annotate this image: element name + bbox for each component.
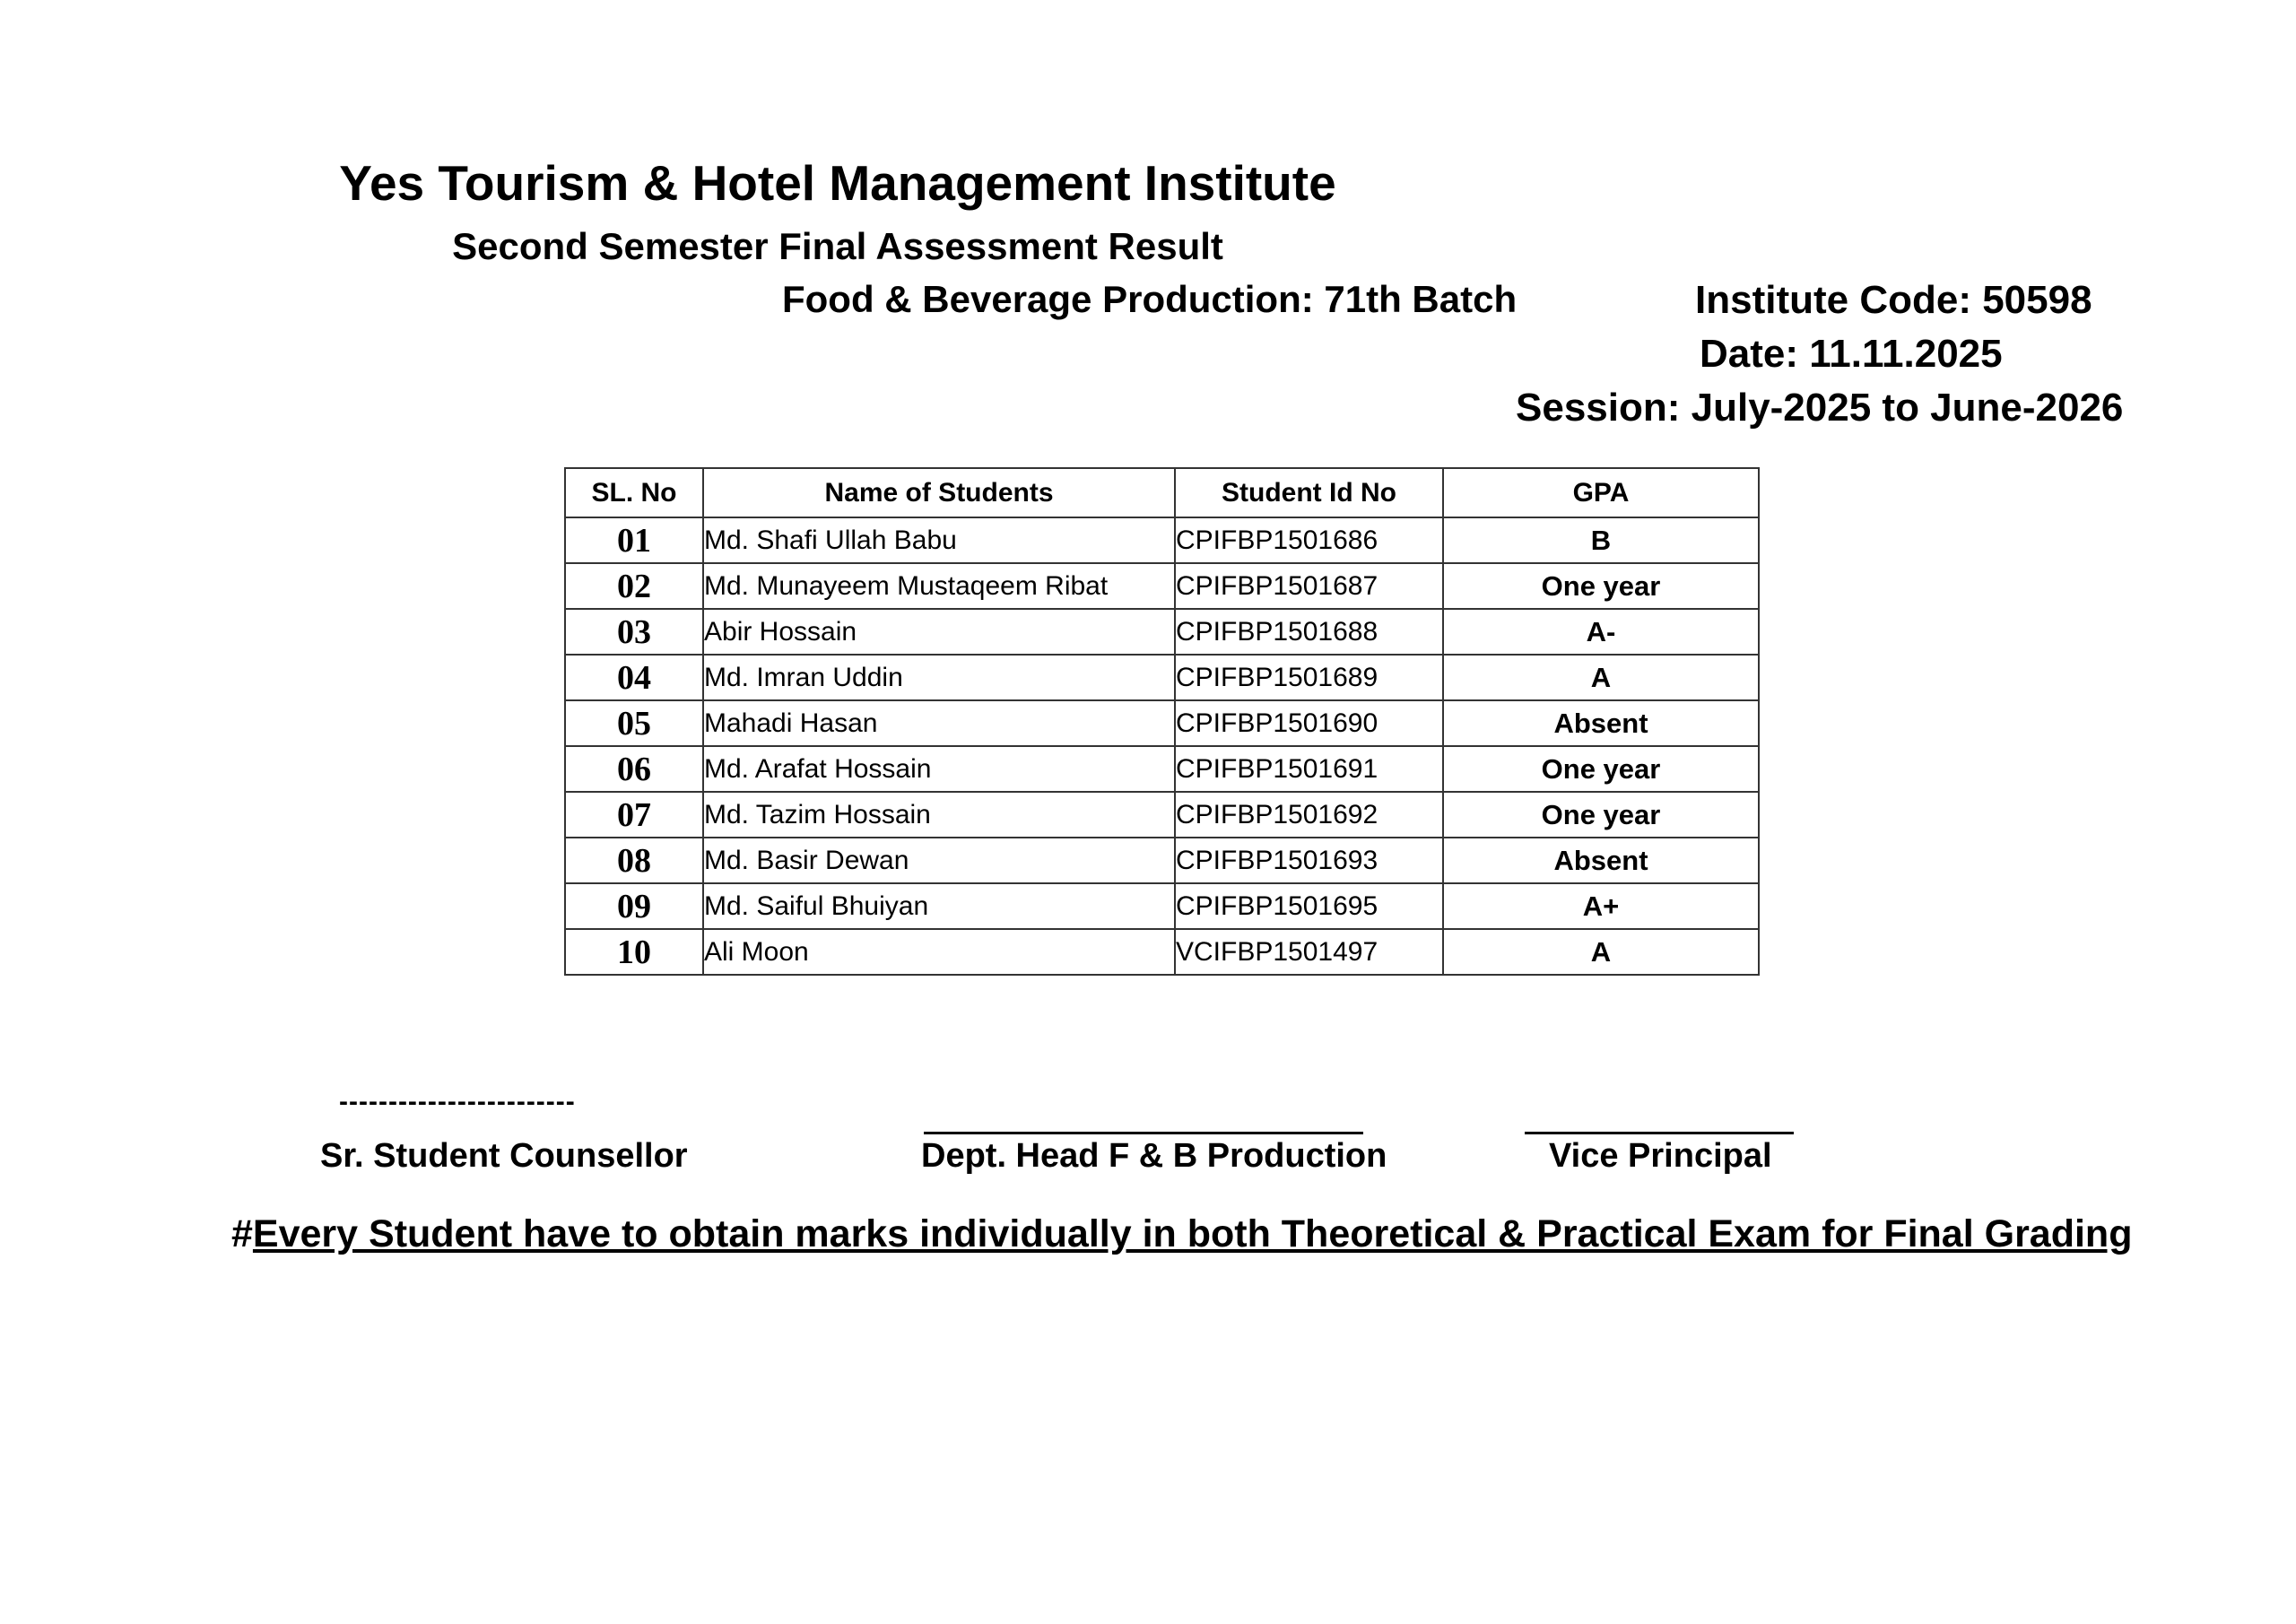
student-name: Md. Arafat Hossain (703, 746, 1175, 792)
student-name: Md. Tazim Hossain (703, 792, 1175, 838)
student-id: CPIFBP1501687 (1175, 563, 1443, 609)
student-id: CPIFBP1501688 (1175, 609, 1443, 655)
student-name: Md. Basir Dewan (703, 838, 1175, 883)
table-row (565, 746, 1759, 792)
student-name: Md. Munayeem Mustaqeem Ribat (703, 563, 1175, 609)
serial-number: 08 (565, 838, 703, 883)
table-row (565, 838, 1759, 883)
student-gpa: One year (1443, 746, 1759, 792)
student-name: Md. Saiful Bhuiyan (703, 883, 1175, 929)
serial-number: 01 (565, 517, 703, 563)
grading-note (231, 1212, 2132, 1256)
student-id: VCIFBP1501497 (1175, 929, 1443, 975)
student-name: Md. Imran Uddin (703, 655, 1175, 700)
exam-title: Second Semester Final Assessment Result (452, 225, 1223, 267)
vice-principal-label: Vice Principal (1549, 1137, 1772, 1175)
note-hash: # (231, 1212, 253, 1255)
student-gpa: One year (1443, 563, 1759, 609)
result-date: Date: 11.11.2025 (1700, 332, 2003, 376)
student-id: CPIFBP1501695 (1175, 883, 1443, 929)
institute-title: Yes Tourism & Hotel Management Institute (339, 155, 1336, 211)
student-name: Mahadi Hasan (703, 700, 1175, 746)
institute-code: Institute Code: 50598 (1695, 278, 2092, 322)
table-row (565, 883, 1759, 929)
student-gpa: Absent (1443, 700, 1759, 746)
serial-number: 04 (565, 655, 703, 700)
serial-number: 06 (565, 746, 703, 792)
column-header-gpa: GPA (1443, 468, 1759, 517)
table-header-row (565, 468, 1759, 517)
table-row (565, 700, 1759, 746)
table-row (565, 517, 1759, 563)
serial-number: 10 (565, 929, 703, 975)
student-name: Ali Moon (703, 929, 1175, 975)
table-row (565, 792, 1759, 838)
note-text: Every Student have to obtain marks individually in both Theoretical & Practical Exam for Final Grading (252, 1212, 2133, 1255)
student-name: Md. Shafi Ullah Babu (703, 517, 1175, 563)
table-row (565, 929, 1759, 975)
counsellor-label: Sr. Student Counsellor (320, 1137, 688, 1175)
student-id: CPIFBP1501686 (1175, 517, 1443, 563)
counsellor-signature-line: ------------------------ (339, 1087, 576, 1116)
column-header-sl: SL. No (565, 468, 703, 517)
student-id: CPIFBP1501691 (1175, 746, 1443, 792)
table-row (565, 655, 1759, 700)
student-gpa: A (1443, 929, 1759, 975)
vice-principal-signature-line (1525, 1132, 1794, 1134)
result-table (564, 467, 1760, 976)
student-name: Abir Hossain (703, 609, 1175, 655)
dept-head-label: Dept. Head F & B Production (921, 1137, 1387, 1175)
student-gpa: Absent (1443, 838, 1759, 883)
student-id: CPIFBP1501692 (1175, 792, 1443, 838)
column-header-id: Student Id No (1175, 468, 1443, 517)
serial-number: 03 (565, 609, 703, 655)
serial-number: 02 (565, 563, 703, 609)
serial-number: 07 (565, 792, 703, 838)
session-label: Session: July-2025 to June-2026 (1516, 386, 2124, 430)
student-gpa: One year (1443, 792, 1759, 838)
student-id: CPIFBP1501689 (1175, 655, 1443, 700)
batch-label: Food & Beverage Production: 71th Batch (782, 278, 1518, 320)
table-row (565, 609, 1759, 655)
student-gpa: A (1443, 655, 1759, 700)
table-row (565, 563, 1759, 609)
column-header-name: Name of Students (703, 468, 1175, 517)
serial-number: 09 (565, 883, 703, 929)
student-gpa: A- (1443, 609, 1759, 655)
student-gpa: A+ (1443, 883, 1759, 929)
student-gpa: B (1443, 517, 1759, 563)
student-id: CPIFBP1501690 (1175, 700, 1443, 746)
student-id: CPIFBP1501693 (1175, 838, 1443, 883)
serial-number: 05 (565, 700, 703, 746)
dept-head-signature-line (924, 1132, 1363, 1134)
